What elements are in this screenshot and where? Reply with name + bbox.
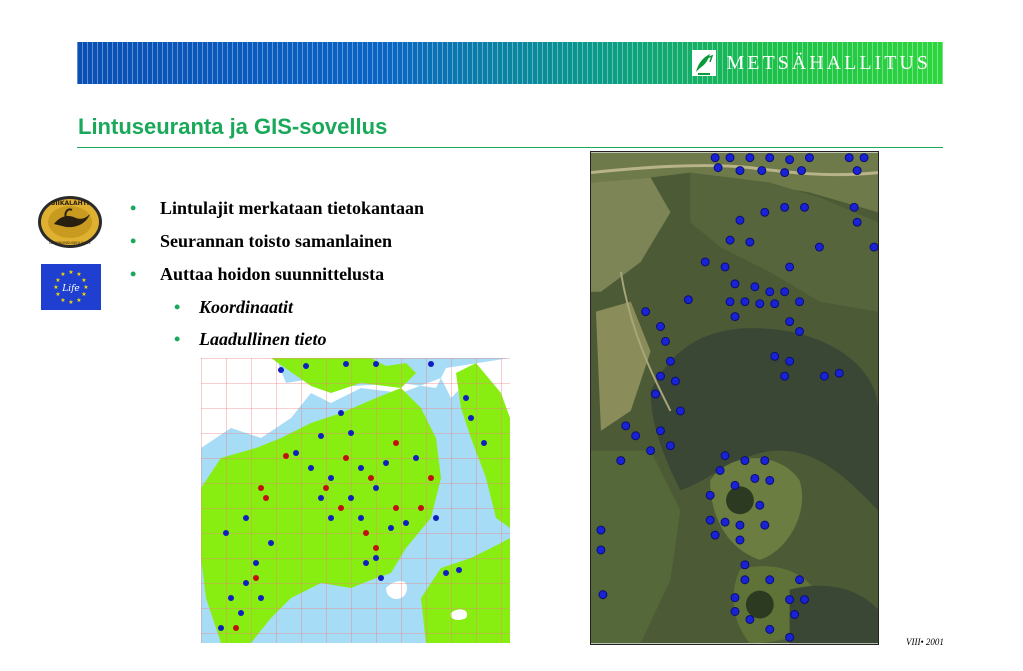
- siikalahti-badge-logo: [36, 194, 104, 250]
- badge-text-top: SIIKALAHTI: [51, 200, 89, 207]
- gis-grid-map: [201, 358, 510, 643]
- forest-leaf-icon: [692, 50, 716, 76]
- bullet-item: • Lintulajit merkataan tietokantaan: [130, 192, 424, 225]
- eu-flag-text: Life: [62, 284, 80, 294]
- brand-name: METSÄHALLITUS: [726, 51, 931, 74]
- bullet-item: • Auttaa hoidon suunnittelusta • Koordinaatit • Laadullinen tieto: [130, 258, 424, 355]
- svg-text:★: ★: [60, 271, 66, 278]
- svg-text:★: ★: [76, 271, 82, 278]
- bullet-item: • Seurannan toisto samanlainen: [130, 225, 424, 258]
- aerial-photo-map: [590, 151, 879, 645]
- svg-text:★: ★: [60, 297, 66, 304]
- svg-text:★: ★: [76, 297, 82, 304]
- eu-life-flag-logo: [41, 264, 101, 310]
- svg-text:★: ★: [81, 291, 87, 298]
- svg-text:★: ★: [68, 269, 74, 276]
- brand-logo: [692, 50, 931, 76]
- badge-text-bottom: LUONNONSUOJELUALUE: [49, 241, 91, 245]
- svg-text:★: ★: [55, 291, 61, 298]
- svg-text:★: ★: [53, 284, 59, 291]
- sub-bullet-list: [160, 291, 424, 355]
- svg-text:★: ★: [55, 277, 61, 284]
- sub-bullet-item: • Koordinaatit: [174, 291, 424, 323]
- svg-text:★: ★: [81, 277, 87, 284]
- header-banner: [77, 42, 943, 84]
- bullet-list: [130, 192, 424, 355]
- footer-date: VIII• 2001: [906, 637, 944, 647]
- title-divider: [77, 147, 943, 148]
- sub-bullet-item: • Laadullinen tieto: [174, 323, 424, 355]
- svg-text:★: ★: [68, 299, 74, 306]
- svg-text:★: ★: [83, 284, 89, 291]
- page-title: Lintuseuranta ja GIS-sovellus: [78, 114, 388, 139]
